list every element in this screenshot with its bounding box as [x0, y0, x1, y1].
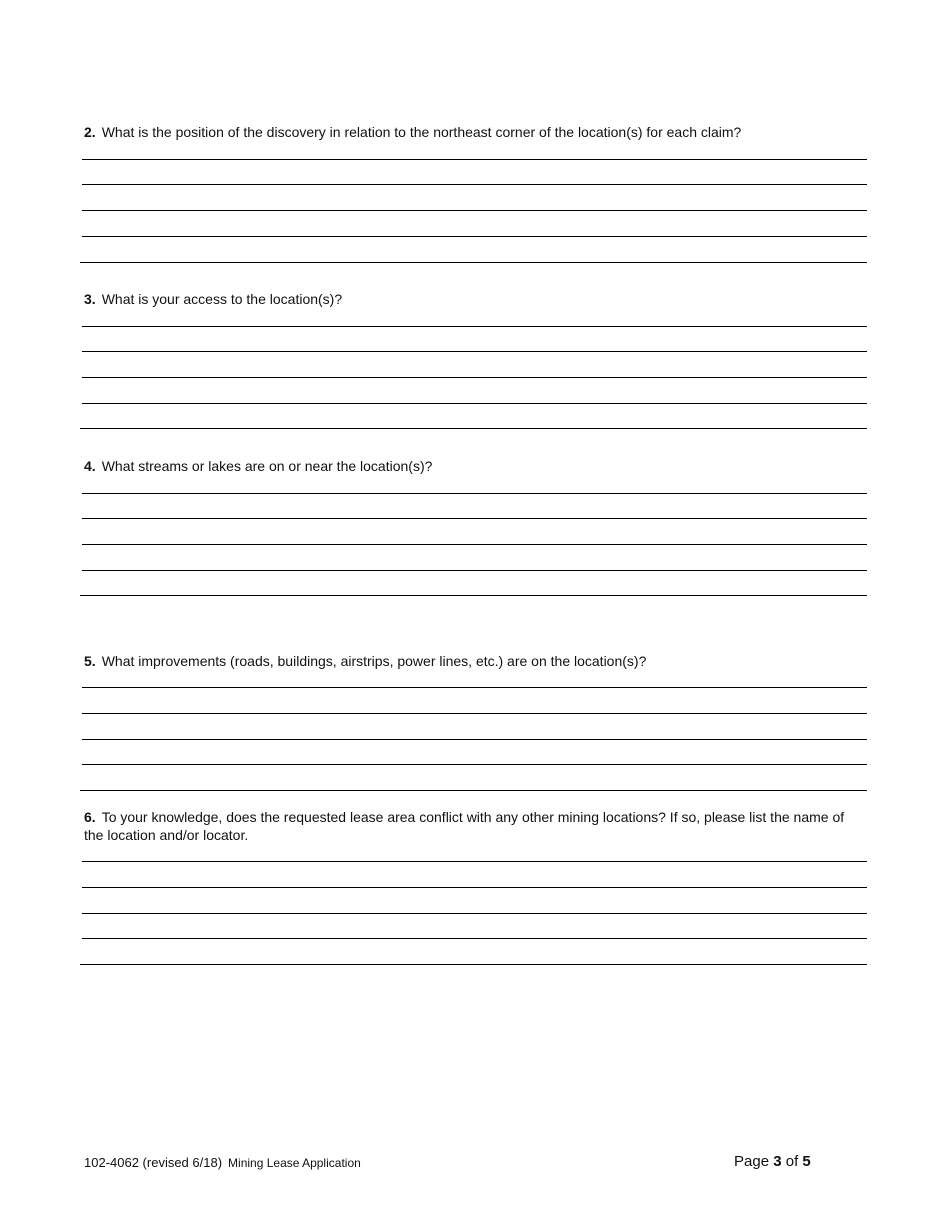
answer-line[interactable]	[82, 713, 867, 714]
question-4	[84, 457, 864, 475]
answer-line[interactable]	[82, 887, 867, 888]
answer-line[interactable]	[80, 790, 867, 791]
answer-line[interactable]	[82, 570, 867, 571]
answer-line[interactable]	[82, 236, 867, 237]
question-3	[84, 290, 864, 308]
question-number: 4.	[84, 458, 96, 474]
question-text: What improvements (roads, buildings, airstrips, power lines, etc.) are on the location(s)?	[101, 653, 647, 669]
answer-line[interactable]	[80, 595, 867, 596]
answer-line[interactable]	[82, 159, 867, 160]
answer-line[interactable]	[82, 687, 867, 688]
answer-line[interactable]	[80, 964, 867, 965]
question-2	[84, 123, 864, 141]
question-text: What is the position of the discovery in relation to the northeast corner of the location(s) for each claim?	[101, 124, 742, 140]
answer-line[interactable]	[82, 739, 867, 740]
form-number: 102-4062 (revised 6/18)	[84, 1155, 223, 1170]
answer-line[interactable]	[82, 326, 867, 327]
answer-line[interactable]	[82, 764, 867, 765]
answer-line[interactable]	[80, 428, 867, 429]
answer-line[interactable]	[82, 377, 867, 378]
page-total: 5	[802, 1153, 811, 1170]
form-title: Mining Lease Application	[228, 1156, 361, 1170]
question-number: 2.	[84, 124, 96, 140]
question-text: What is your access to the location(s)?	[101, 291, 343, 307]
answer-line[interactable]	[82, 493, 867, 494]
question-number: 6.	[84, 809, 96, 825]
question-number: 3.	[84, 291, 96, 307]
answer-line[interactable]	[80, 262, 867, 263]
question-number: 5.	[84, 653, 96, 669]
answer-line[interactable]	[82, 938, 867, 939]
answer-line[interactable]	[82, 351, 867, 352]
question-text: To your knowledge, does the requested lease area conflict with any other mining locations? If so, please list the name of the location and/or locator.	[84, 809, 845, 843]
question-6	[84, 808, 864, 844]
page-indicator	[734, 1153, 811, 1171]
footer-form-info	[84, 1155, 361, 1171]
page-current: 3	[773, 1153, 782, 1170]
page-of: of	[785, 1153, 799, 1170]
page-prefix: Page	[734, 1153, 770, 1170]
question-5	[84, 652, 864, 670]
answer-line[interactable]	[82, 403, 867, 404]
answer-line[interactable]	[82, 184, 867, 185]
question-text: What streams or lakes are on or near the location(s)?	[101, 458, 433, 474]
answer-line[interactable]	[82, 861, 867, 862]
answer-line[interactable]	[82, 544, 867, 545]
answer-line[interactable]	[82, 518, 867, 519]
answer-line[interactable]	[82, 210, 867, 211]
answer-line[interactable]	[82, 913, 867, 914]
